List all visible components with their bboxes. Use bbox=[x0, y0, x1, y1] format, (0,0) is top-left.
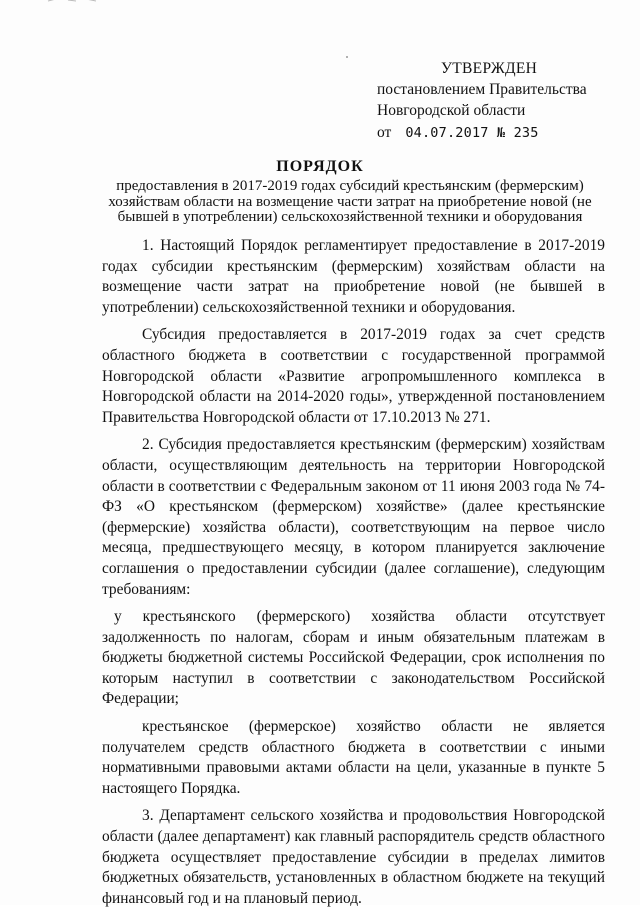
scan-speck bbox=[346, 56, 348, 58]
paragraph-requirement-1: у крестьянского (фермерского) хозяйства области отсутствует задолженность по налогам, сборам и иным обязательным платежам в бюджеты бюджетной системы Российской Федерации, срок исполнения по которым наступил в соответствии с законодательством Российской Федерации; bbox=[102, 608, 605, 708]
paragraph-4: 3. Департамент сельского хозяйства и продовольствия Новгородской области (далее департамент) как главный распорядитель средств областного бюджета осуществляет предоставление субсидии в пределах лимитов бюджетных обязательств, установленных в областном бюджете на текущий финансовый год и на плановый период. bbox=[102, 807, 605, 907]
approval-block bbox=[377, 58, 587, 144]
approval-line-1: постановлением Правительства bbox=[377, 81, 587, 98]
paragraph-3: 2. Субсидия предоставляется крестьянским (фермерским) хозяйствам области, осуществляющим деятельность на территории Новгородской области в соответствии с Федеральным законом от 11 июня 2003 года № 74-ФЗ «О крестьянском (фермерском) хозяйстве» (далее крестьянские (фермерские) хозяйства области), соответствующим на первое число месяца, предшествующего месяцу, в котором планируется заключение соглашения о предоставлении субсидии (далее соглашение), следующим требованиям: bbox=[102, 436, 605, 598]
document-body bbox=[102, 236, 605, 916]
scan-artifact bbox=[46, 0, 106, 3]
document-title: ПОРЯДОК bbox=[276, 158, 364, 175]
document-subtitle: предоставления в 2017-2019 годах субсидий крестьянским (фермерским) хозяйствам области на возмещение части затрат на приобретение новой (не бывшей в употреблении) сельскохозяйственной техники и оборудования bbox=[108, 178, 592, 225]
approval-date-prefix: от bbox=[377, 124, 392, 141]
approval-title: УТВЕРЖДЕН bbox=[441, 60, 538, 77]
approval-date-value: 04.07.2017 № 235 bbox=[405, 125, 539, 141]
paragraph-2: Субсидия предоставляется в 2017-2019 годах за счет средств областного бюджета в соответствии с государственной программой Новгородской области «Развитие агропромышленного комплекса в Новгородской области на 2014-2020 годы», утвержденной постановлением Правительства Новгородской области от 17.10.2013 № 271. bbox=[102, 326, 605, 426]
approval-date-line bbox=[377, 122, 587, 144]
approval-line-2: Новгородской области bbox=[377, 102, 526, 119]
paragraph-1: 1. Настоящий Порядок регламентирует предоставление в 2017-2019 годах субсидии крестьянским (фермерским) хозяйствам области на возмещение части затрат на приобретение новой (не бывшей в употреблении) сельскохозяйственной техники и оборудования. bbox=[102, 237, 605, 316]
paragraph-requirement-2: крестьянское (фермерское) хозяйство области не является получателем средств областного бюджета в соответствии с иными нормативными правовыми актами области на цели, указанные в пункте 5 настоящего Порядка. bbox=[102, 718, 605, 797]
